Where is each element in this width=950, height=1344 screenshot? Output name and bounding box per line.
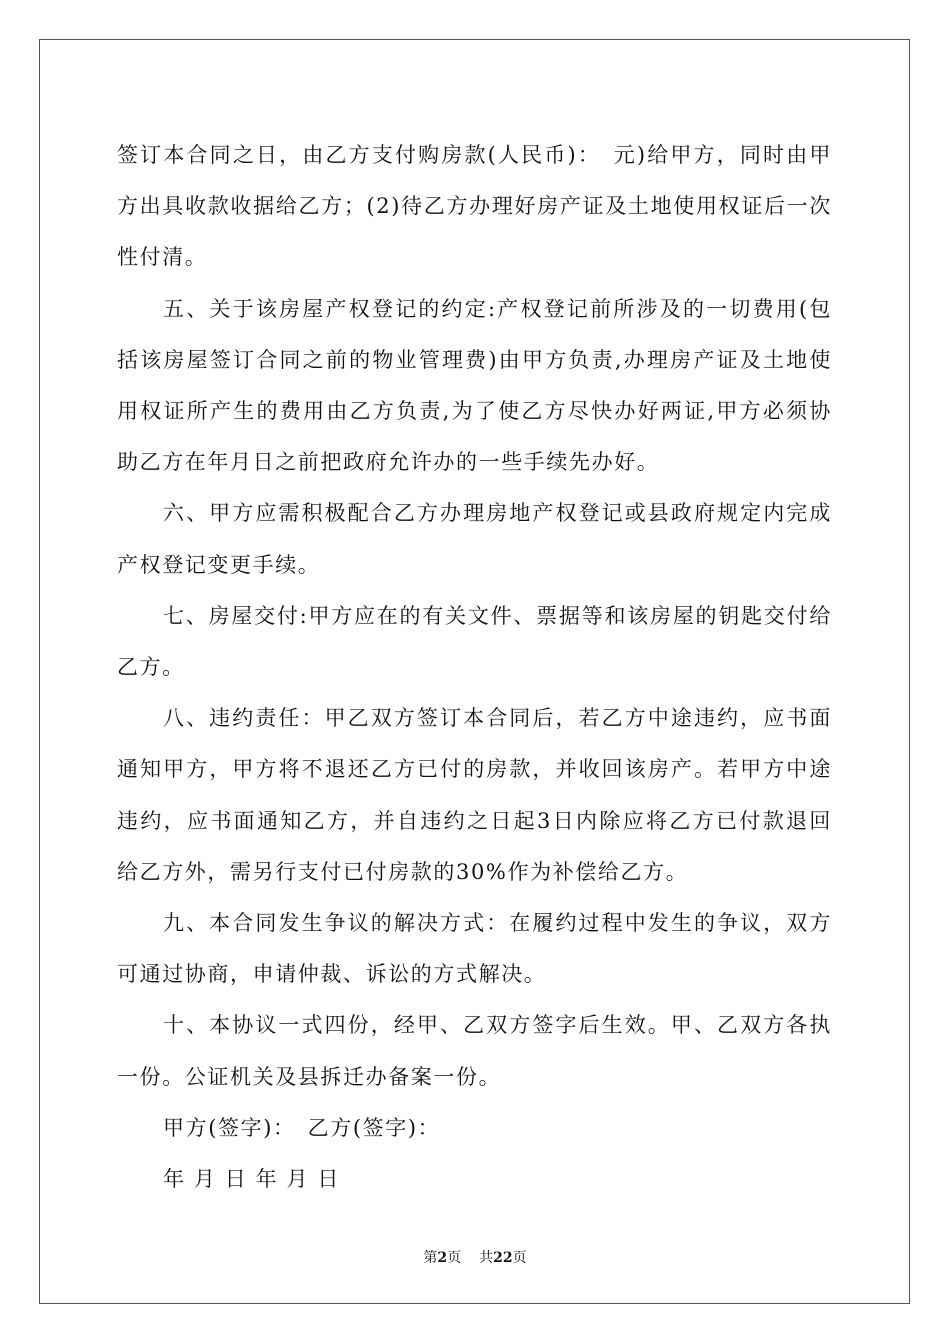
total-pages: 22 [493, 1250, 513, 1266]
paragraph-clause-10: 十、本协议一式四份，经甲、乙双方签字后生效。甲、乙双方各执一份。公证机关及县拆迁办备案一份。 [117, 1013, 832, 1089]
paragraph-payment-terms: 签订本合同之日，由乙方支付购房款(人民币)： 元)给甲方，同时由甲方出具收款收据给乙方；(2)待乙方办理好房产证及土地使用权证后一次性付清。 [117, 143, 832, 270]
total-suffix: 页 [512, 1250, 527, 1266]
paragraph-clause-7: 七、房屋交付:甲方应在的有关文件、票据等和该房屋的钥匙交付给乙方。 [117, 603, 832, 680]
paragraph-clause-8: 八、违约责任：甲乙双方签订本合同后，若乙方中途违约，应书面通知甲方，甲方将不退还乙方已付的房款，并收回该房产。若甲方中途违约，应书面通知乙方，并自违约之日起3日内除应将乙方已付款退回给乙方外，需另行支付已付房款的30%作为补偿给乙方。 [117, 706, 832, 884]
page-suffix: 页 [447, 1250, 462, 1266]
date-line: 年 月 日 年 月 日 [163, 1167, 340, 1192]
paragraph-clause-6: 六、甲方应需积极配合乙方办理房地产权登记或县政府规定内完成产权登记变更手续。 [117, 501, 832, 577]
paragraph-clause-5: 五、关于该房屋产权登记的约定:产权登记前所涉及的一切费用(包括该房屋签订合同之前的物业管理费)由甲方负责,办理房产证及土地使用权证所产生的费用由乙方负责,为了使乙方尽快办好两证,甲方必须协助乙方在年月日之前把政府允许办的一些手续先办好。 [117, 296, 832, 475]
document-body [117, 130, 832, 1205]
page-current: 2 [437, 1250, 448, 1266]
paragraph-clause-9: 九、本合同发生争议的解决方式：在履约过程中发生的争议，双方可通过协商，申请仲裁、诉讼的方式解决。 [117, 911, 832, 987]
page-footer [0, 1247, 950, 1267]
total-prefix: 共 [479, 1250, 494, 1266]
page-prefix: 第 [423, 1250, 438, 1266]
signature-line: 甲方(签字)： 乙方(签字)： [163, 1115, 441, 1140]
